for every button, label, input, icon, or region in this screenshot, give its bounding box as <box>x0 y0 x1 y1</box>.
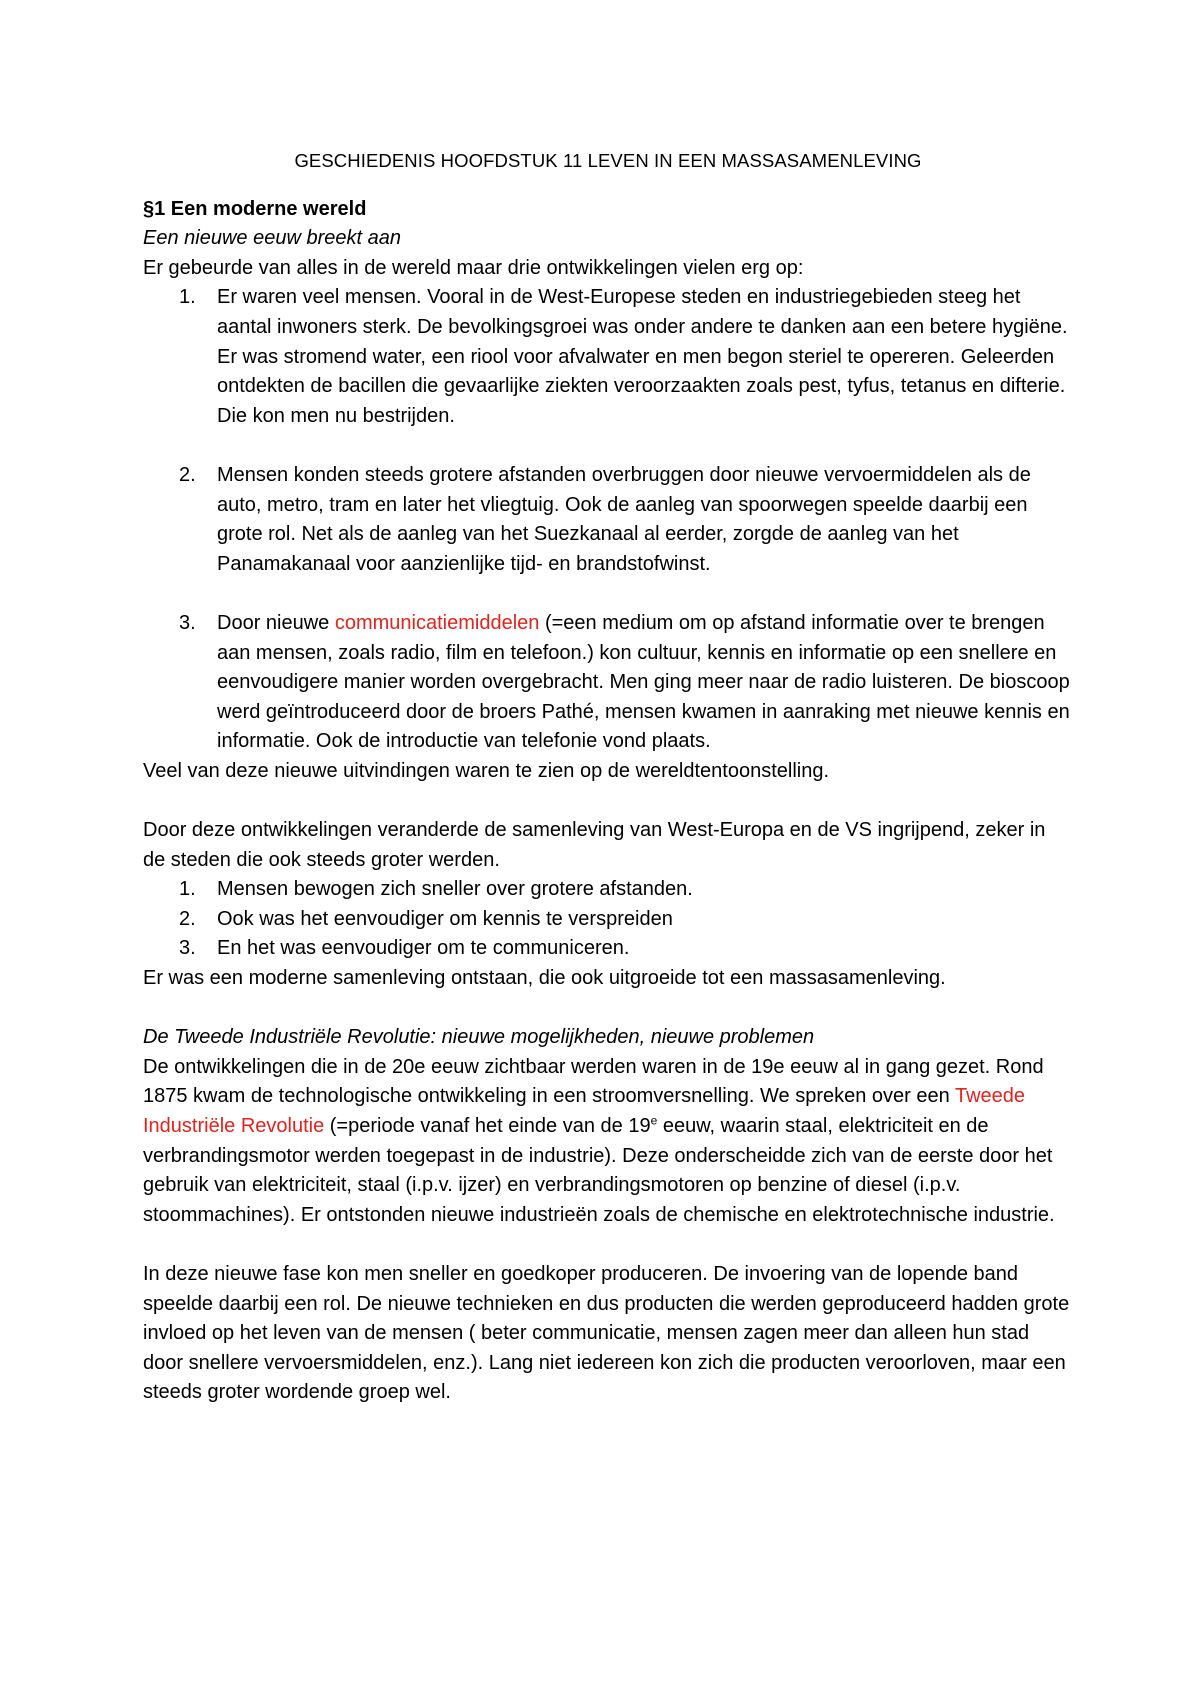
paragraph <box>143 1053 1073 1231</box>
paragraph: Door deze ontwikkelingen veranderde de samenleving van West-Europa en de VS ingrijpend, zeker in de steden die ook steeds groter werden. <box>143 819 1046 871</box>
list-item-text: Mensen konden steeds grotere afstanden overbruggen door nieuwe vervoermiddelen als de auto, metro, tram en later het vliegtuig. Ook de aanleg van spoorwegen speelde daarbij een grote rol. Net als de aanleg van het Suezkanaal al eerder, zorgde de aanleg van het Panamakanaal voor aanzienlijke tijd- en brandstofwinst. <box>217 463 1031 575</box>
paragraph-text-after: eeuw, waarin staal, elektriciteit en de verbrandingsmotor werden toegepast in de industrie). Deze onderscheidde zich van de eerste door het gebruik van elektriciteit, staal (i.p.v. ijzer) en verbrandingsmotoren op benzine of diesel (i.p.v. stoommachines). Er ontstonden nieuwe industrieën zoals de chemische en elektrotechnische industrie. <box>143 1115 1055 1226</box>
paragraph: In deze nieuwe fase kon men sneller en goedkoper produceren. De invoering van de lopende band speelde daarbij een rol. De nieuwe technieken en dus producten die werden geproduceerd hadden grote invloed op het leven van de mensen ( beter communicatie, mensen zagen meer dan alleen hun stad door snellere vervoersmiddelen, enz.). Lang niet iedereen kon zich die producten veroorloven, maar een steeds groter wordende groep wel. <box>143 1262 1070 1404</box>
document-title: GESCHIEDENIS HOOFDSTUK 11 LEVEN IN EEN MASSASAMENLEVING <box>294 150 922 171</box>
section-heading: §1 Een moderne wereld <box>143 197 367 220</box>
list-number: 3. <box>179 937 196 960</box>
key-term: Tweede Industriële Revolutie <box>143 1085 1026 1137</box>
paragraph-text-before: De ontwikkelingen die in de 20e eeuw zichtbaar werden waren in de 19e eeuw al in gang gezet. Rond 1875 kwam de technologische ontwikkeling in een stroomversnelling. We spreken over een <box>143 1055 1044 1108</box>
list-item <box>143 461 1073 579</box>
list-item <box>143 934 1073 964</box>
spacer <box>143 994 1073 1024</box>
paragraph-text-mid: (=periode vanaf het einde van de 19 <box>324 1115 651 1137</box>
effects-list <box>143 875 1073 964</box>
list-item-text-before: Door nieuwe <box>217 611 335 634</box>
list-item <box>143 283 1073 431</box>
spacer <box>143 1230 1073 1260</box>
list-item <box>143 905 1073 935</box>
subsection-heading: De Tweede Industriële Revolutie: nieuwe mogelijkheden, nieuwe problemen <box>143 1026 815 1049</box>
list-item-text: En het was eenvoudiger om te communiceren. <box>217 937 630 960</box>
list-number: 2. <box>179 463 196 486</box>
list-item-text-after: (=een medium om op afstand informatie over te brengen aan mensen, zoals radio, film en telefoon.) kon cultuur, kennis en informatie op een snellere en eenvoudigere manier worden overgebracht. Men ging meer naar de radio luisteren. De bioscoop werd geïntroduceerd door de broers Pathé, mensen kwamen in aanraking met nieuwe kennis en informatie. Ook de introductie van telefonie vond plaats. <box>217 611 1070 753</box>
list-number: 3. <box>179 611 196 634</box>
after-list-paragraph: Veel van deze nieuwe uitvindingen waren te zien op de wereldtentoonstelling. <box>143 759 830 782</box>
list-item-text: Mensen bewogen zich sneller over grotere afstanden. <box>217 878 693 901</box>
list-number: 2. <box>179 907 196 930</box>
list-item <box>143 609 1073 757</box>
key-term: communicatiemiddelen <box>334 611 540 634</box>
conclusion-paragraph: Er was een moderne samenleving ontstaan, die ook uitgroeide tot een massasamenleving. <box>143 967 946 990</box>
list-number: 1. <box>179 878 196 901</box>
subsection-heading: Een nieuwe eeuw breekt aan <box>143 227 401 250</box>
list-item-text: Er waren veel mensen. Vooral in de West-Europese steden en industriegebieden steeg het aantal inwoners sterk. De bevolkingsgroei was onder andere te danken aan een betere hygiëne. Er was stromend water, een riool voor afvalwater en men begon steriel te opereren. Geleerden ontdekten de bacillen die gevaarlijke ziekten veroorzaakten zoals pest, tyfus, tetanus en difterie. Die kon men nu bestrijden. <box>217 286 1068 427</box>
spacer <box>143 786 1073 816</box>
intro-paragraph: Er gebeurde van alles in de wereld maar drie ontwikkelingen vielen erg op: <box>143 256 804 279</box>
developments-list <box>143 283 1073 757</box>
document-page <box>143 140 1073 1408</box>
list-item <box>143 875 1073 905</box>
list-number: 1. <box>179 286 196 309</box>
list-item-text: Ook was het eenvoudiger om kennis te verspreiden <box>217 907 673 930</box>
superscript: e <box>650 1113 658 1128</box>
